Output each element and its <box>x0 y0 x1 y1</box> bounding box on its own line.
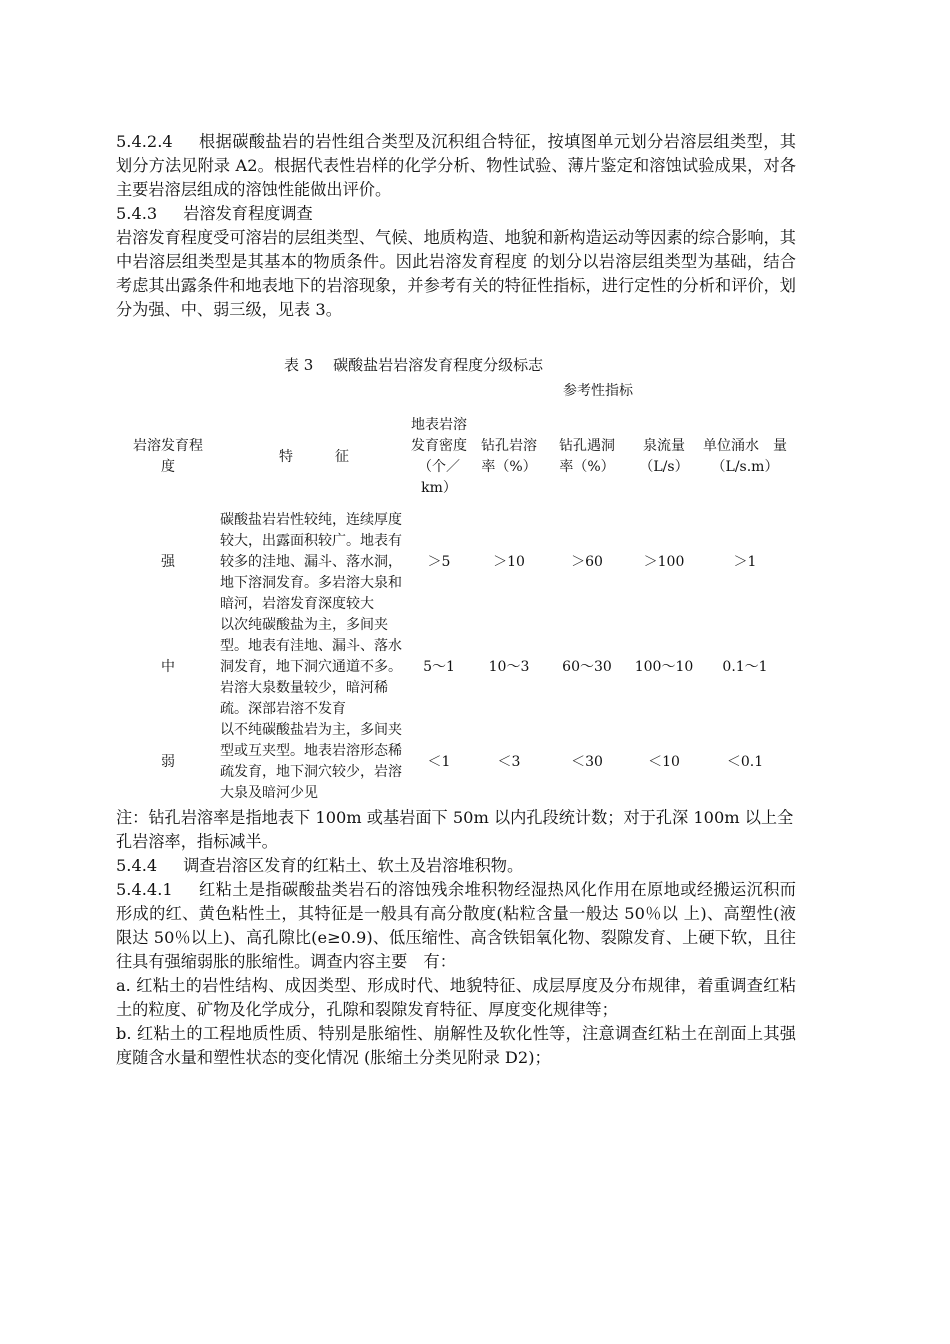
cell-degree: 强 <box>161 554 175 570</box>
header-feature: 特 征 <box>279 448 349 465</box>
cell-unit-yield: ＜0.1 <box>726 753 764 770</box>
section-title: 调查岩溶区发育的红粘土、软土及岩溶堆积物。 <box>183 856 524 875</box>
header-spring-flow: 泉流量（L/s） <box>639 438 689 475</box>
paragraph-text: 红粘土是指碳酸盐类岩石的溶蚀残余堆积物经湿热风化作用在原地或经搬运沉积而形成的红、黄色粘性土，其特征是一般具有高分散度(粘粒含量一般达 50％以 上)、高塑性(液限达 50％以上)、高孔隙比(e≥0.9)、低压缩性、高含铁铝氧化物、裂隙发育、上硬下软，且往往具有强缩弱胀的胀缩性。调查内容主要 有： <box>116 880 796 971</box>
paragraph-5-4-2-4 <box>116 130 796 202</box>
cell-spring-flow: ＜10 <box>648 753 680 770</box>
paragraph-5-4-4-1 <box>116 878 796 974</box>
table-note: 注：钻孔岩溶率是指地表下 100m 或基岩面下 50m 以内孔段统计数；对于孔深 100m 以上全孔岩溶率，指标减半。 <box>116 808 794 851</box>
table-row <box>116 510 788 615</box>
cell-encounter-rate: ＜30 <box>571 753 603 770</box>
cell-borehole-rate: ＞10 <box>493 554 525 570</box>
cell-encounter-rate: ＞60 <box>571 554 603 570</box>
header-encounter-rate: 钻孔遇洞 率（%） <box>559 438 629 475</box>
cell-density: ＞5 <box>427 554 451 570</box>
cell-encounter-rate: 60～30 <box>562 659 612 675</box>
section-number: 5.4.3 <box>116 204 158 223</box>
cell-density: 5～1 <box>423 659 455 675</box>
table-row <box>116 720 788 804</box>
ref-indicator-header: 参考性指标 <box>563 382 633 399</box>
cell-feature: 碳酸盐岩岩性较纯，连续厚度较大，出露面积较广。地表有较多的洼地、漏斗、落水洞，地下溶洞发育。多岩溶大泉和暗河，岩溶发育深度较大 <box>220 512 402 612</box>
paragraph-text: 岩溶发育程度受可溶岩的层组类型、气候、地质构造、地貌和新构造运动等因素的综合影响，其中岩溶层组类型是其基本的物质条件。因此岩溶发育程度 的划分以岩溶层组类型为基础，结合考虑其出露条件和地表地下的岩溶现象，并参考有关的特征性指标，进行定性的分析和评价，划分为强、中、弱三级，见表 3。 <box>116 228 796 319</box>
section-number: 5.4.4 <box>116 856 158 875</box>
list-text: 红粘土的岩性结构、成因类型、形成时代、地貌特征、成层厚度及分布规律，着重调查红粘土的粒度、矿物及化学成分，孔隙和裂隙发育特征、厚度变化规律等； <box>116 976 796 1019</box>
list-item-a <box>116 974 796 1022</box>
cell-borehole-rate: ＜3 <box>497 753 521 770</box>
header-degree: 岩溶发育程 度 <box>133 438 245 475</box>
section-number: 5.4.2.4 <box>116 132 173 151</box>
cell-feature: 以不纯碳酸盐岩为主，多间夹型或互夹型。地表岩溶形态稀疏发育，地下洞穴较少，岩溶大泉及暗河少见 <box>220 722 402 801</box>
cell-spring-flow: 100～10 <box>634 659 694 675</box>
paragraph-text: 根据碳酸盐岩的岩性组合类型及沉积组合特征，按填图单元划分岩溶层组类型，其划分方法见附录 A2。根据代表性岩样的化学分析、物性试验、薄片鉴定和溶蚀试验成果，对各主要岩溶层组成的溶蚀性能做出评价。 <box>116 132 796 199</box>
list-text: 红粘土的工程地质性质、特别是胀缩性、崩解性及软化性等，注意调查红粘土在剖面上其强度随含水量和塑性状态的变化情况 (胀缩土分类见附录 D2)； <box>116 1024 796 1067</box>
header-density: 地表岩溶发育密度（个／km） <box>411 417 467 496</box>
list-item-b <box>116 1022 796 1070</box>
section-title: 岩溶发育程度调查 <box>183 204 313 223</box>
table-caption: 表 3 碳酸盐岩岩溶发育程度分级标志 <box>284 356 544 374</box>
cell-density: ＜1 <box>427 753 451 770</box>
cell-feature: 以次纯碳酸盐为主，多间夹型。地表有洼地、漏斗、落水洞发育，地下洞穴通道不多。岩溶大泉数量较少，暗河稀疏。深部岩溶不发育 <box>220 617 402 717</box>
cell-degree: 弱 <box>161 753 175 770</box>
paragraph-5-4-4 <box>116 854 796 878</box>
list-marker: b. <box>116 1024 132 1043</box>
karst-grading-table <box>116 378 788 804</box>
cell-borehole-rate: 10～3 <box>488 659 530 675</box>
table-row <box>116 615 788 720</box>
paragraph-karst-development <box>116 226 796 322</box>
section-heading-5-4-3 <box>116 202 796 226</box>
list-marker: a. <box>116 976 131 995</box>
header-unit-yield: 单位涌水 量（L/s.m） <box>703 438 787 475</box>
document-page <box>116 130 796 1070</box>
cell-unit-yield: ＞1 <box>733 554 757 570</box>
section-number: 5.4.4.1 <box>116 880 173 899</box>
header-borehole-rate: 钻孔岩溶 率（%） <box>481 438 551 475</box>
cell-spring-flow: ＞100 <box>643 554 685 570</box>
cell-unit-yield: 0.1～1 <box>722 659 768 675</box>
cell-degree: 中 <box>161 659 175 675</box>
